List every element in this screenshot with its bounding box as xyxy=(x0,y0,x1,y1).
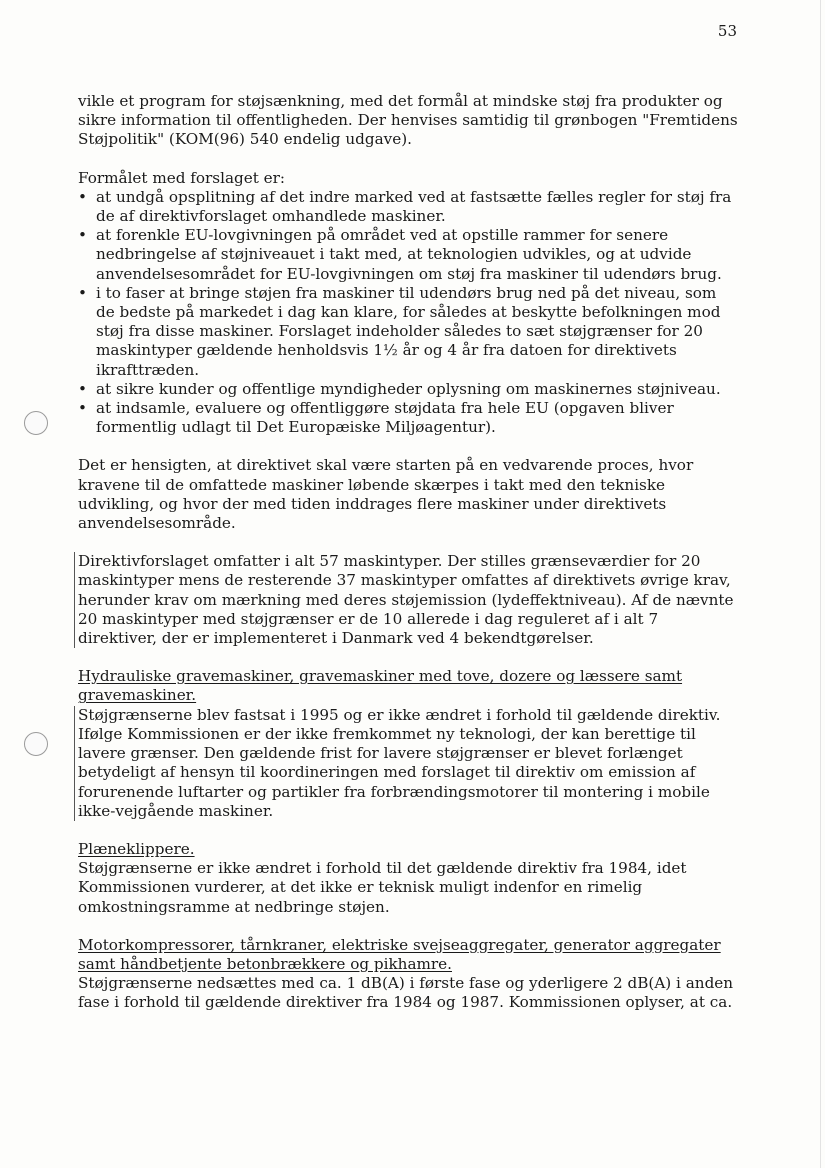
section-body: Støjgrænserne blev fastsat i 1995 og er ikke ændret i forhold til gældende direktiv. Ifølge Kommissionen er der ikke fremkommet ny teknologi, der kan berettige til lavere grænser. Den gældende frist for lavere støjgrænser er blevet forlænget betydeligt af hensyn til koordineringen med forslaget til direktiv om emission af forurenende luftarter og partikler fra forbrændingsmotorer til montering i mobile ikke-vejgående maskiner. xyxy=(74,706,738,821)
purpose-item: • at undgå opsplitning af det indre marked ved at fastsætte fælles regler for støj fra de af direktivforslaget omhandlede maskiner. xyxy=(78,188,738,226)
document-body xyxy=(78,92,738,1013)
purpose-item: • i to faser at bringe støjen fra maskiner til udendørs brug ned på det niveau, som de bedste på markedet i dag kan klare, for således at beskytte befolkningen mod støj fra disse maskiner. Forslaget indeholder således to sæt støjgrænser for 20 maskintyper gældende henholdsvis 1½ år og 4 år fra datoen for direktivets ikrafttræden. xyxy=(78,284,738,380)
purpose-item: • at forenkle EU-lovgivningen på området ved at opstille rammer for senere nedbringelse af støjniveauet i takt med, at teknologien udvikles, og at udvide anvendelsesområdet for EU-lovgivningen om støj fra maskiner til udendørs brug. xyxy=(78,226,738,284)
section-compressors xyxy=(78,936,738,1013)
purpose-item: • at sikre kunder og offentlige myndigheder oplysning om maskinernes støjniveau. xyxy=(78,380,738,399)
section-body: Støjgrænserne er ikke ændret i forhold til det gældende direktiv fra 1984, idet Kommissionen vurderer, at det ikke er teknisk muligt indenfor en rimelig omkostningsramme at nedbringe støjen. xyxy=(78,859,687,916)
section-heading: Motorkompressorer, tårnkraner, elektriske svejseaggregater, generator aggregater samt håndbetjente betonbrækkere og pikhamre. xyxy=(78,935,721,973)
scope-paragraph: Direktivforslaget omfatter i alt 57 maskintyper. Der stilles grænseværdier for 20 maskintyper mens de resterende 37 maskintyper omfattes af direktivets øvrige krav, herunder krav om mærkning med deres støjemission (lydeffektniveau). Af de nævnte 20 maskintyper med støjgrænser er de 10 allerede i dag reguleret af i alt 7 direktiver, der er implementeret i Danmark ved 4 bekendtgørelser. xyxy=(74,552,738,648)
intro-paragraph: vikle et program for støjsænkning, med det formål at mindske støj fra produkter og sikre information til offentligheden. Der henvises samtidig til grønbogen "Fremtidens Støjpolitik" (KOM(96) 540 endelig udgave). xyxy=(78,92,738,149)
section-heading: Hydrauliske gravemaskiner, gravemaskiner med tove, dozere og læssere samt gravemaskiner. xyxy=(78,667,683,705)
purpose-item: • at indsamle, evaluere og offentliggøre støjdata fra hele EU (opgaven bliver formentlig udlagt til Det Europæiske Miljøagentur). xyxy=(78,399,738,437)
purpose-list xyxy=(78,188,738,438)
punch-hole-bottom xyxy=(24,732,48,756)
purpose-lead: Formålet med forslaget er: xyxy=(78,168,286,187)
section-heading: Plæneklippere. xyxy=(78,839,195,858)
intent-paragraph: Det er hensigten, at direktivet skal være starten på en vedvarende proces, hvor kravene til de omfattede maskiner løbende skærpes i takt med den tekniske udvikling, og hvor der med tiden inddrages flere maskiner under direktivets anvendelsesområde. xyxy=(78,456,694,533)
section-body: Støjgrænserne nedsættes med ca. 1 dB(A) i første fase og yderligere 2 dB(A) i anden fase i forhold til gældende direktiver fra 1984 og 1987. Kommissionen oplyser, at ca. xyxy=(78,974,734,1012)
page-number: 53 xyxy=(717,22,737,40)
section-excavators xyxy=(78,667,738,821)
punch-hole-top xyxy=(24,411,48,435)
section-lawnmowers xyxy=(78,840,738,917)
page-edge xyxy=(820,0,821,1168)
